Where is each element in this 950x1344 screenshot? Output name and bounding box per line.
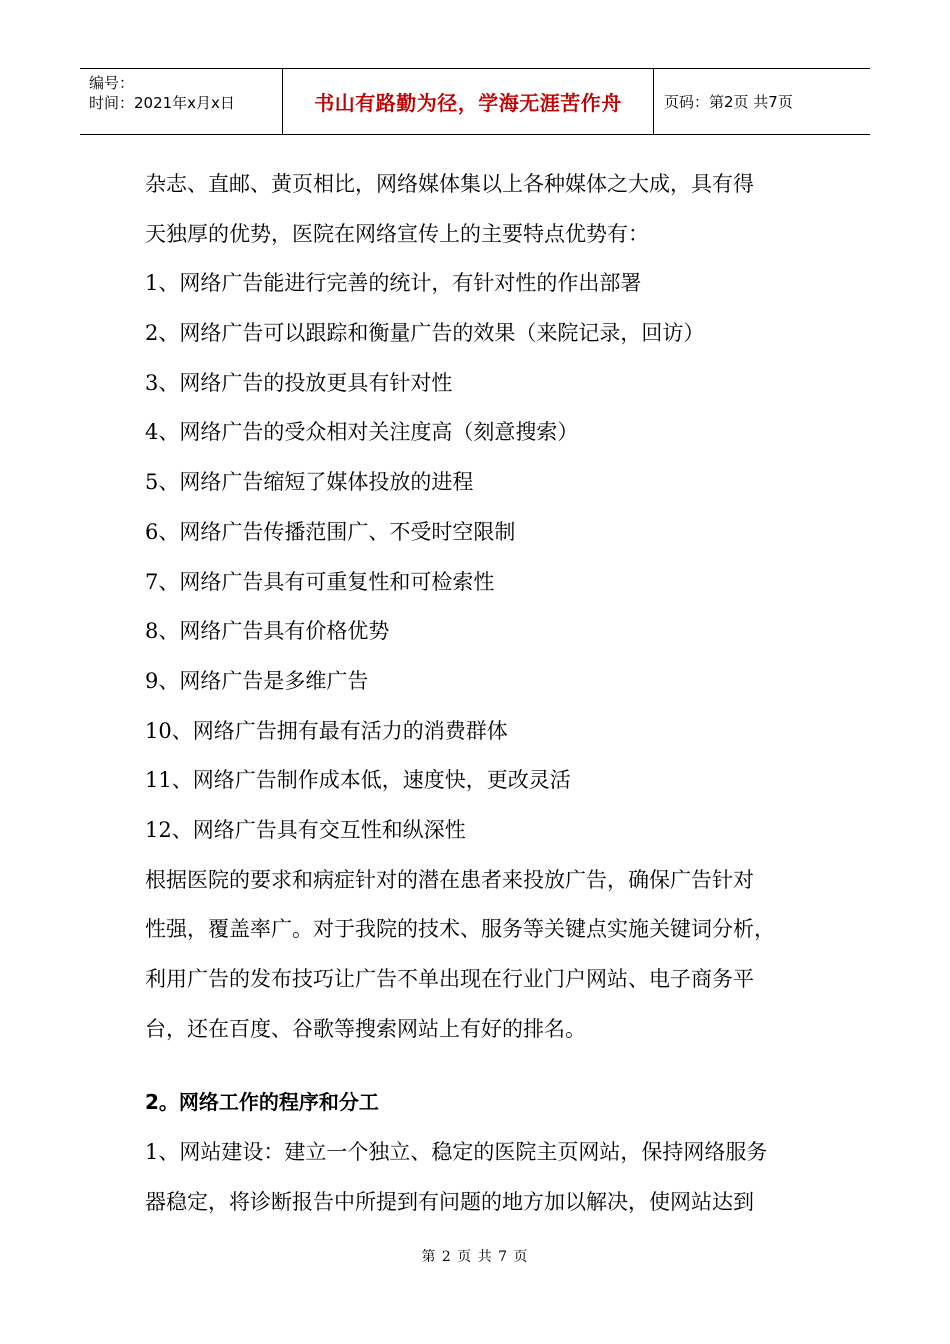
header-motto: 书山有路勤为径，学海无涯苦作舟: [283, 69, 654, 134]
body-text-line: 利用广告的发布技巧让广告不单出现在行业门户网站、电子商务平: [145, 967, 754, 991]
section-spacer: [145, 1054, 825, 1078]
body-text-line: 性强，覆盖率广。对于我院的技术、服务等关键点实施关键词分析，: [145, 917, 775, 942]
date-label: 时间：2021年x月x日: [89, 94, 235, 112]
list-item: 3、网络广告的投放更具有针对性: [145, 370, 453, 395]
list-item: 4、网络广告的受众相对关注度高（刻意搜索）: [145, 420, 579, 445]
list-item: 8、网络广告具有价格优势: [145, 619, 390, 644]
list-item: 5、网络广告缩短了媒体投放的进程: [145, 470, 474, 495]
section-heading: 2。网络工作的程序和分工: [145, 1090, 379, 1115]
list-item: 9、网络广告是多维广告: [145, 668, 369, 693]
serial-label: 编号：: [89, 74, 135, 92]
list-item: 12、网络广告具有交互性和纵深性: [145, 817, 466, 842]
body-text-line: 器稳定，将诊断报告中所提到有问题的地方加以解决，使网站达到: [145, 1189, 754, 1214]
header-meta: [80, 69, 283, 134]
body-text-line: 台，还在百度、谷歌等搜索网站上有好的排名。: [145, 1016, 586, 1041]
header-page-info: 页码：第2页 共7页: [664, 93, 793, 111]
body-text-line: 天独厚的优势，医院在网络宣传上的主要特点优势有：: [145, 221, 649, 246]
document-body: [145, 160, 825, 1227]
list-item: 10、网络广告拥有最有活力的消费群体: [145, 718, 508, 743]
list-item: 6、网络广告传播范围广、不受时空限制: [145, 519, 516, 544]
page-footer: 第 2 页 共 7 页: [421, 1249, 529, 1265]
body-text-line: 根据医院的要求和病症针对的潜在患者来投放广告，确保广告针对: [145, 867, 754, 892]
page-header: [80, 68, 870, 135]
list-item: 7、网络广告具有可重复性和可检索性: [145, 569, 495, 594]
list-item: 1、网络广告能进行完善的统计，有针对性的作出部署: [145, 271, 642, 296]
body-text-line: 1、网站建设：建立一个独立、稳定的医院主页网站，保持网络服务: [145, 1140, 768, 1165]
list-item: 11、网络广告制作成本低，速度快，更改灵活: [145, 768, 571, 793]
list-item: 2、网络广告可以跟踪和衡量广告的效果（来院记录，回访）: [145, 321, 705, 346]
body-text-line: 杂志、直邮、黄页相比，网络媒体集以上各种媒体之大成，具有得: [145, 172, 754, 196]
